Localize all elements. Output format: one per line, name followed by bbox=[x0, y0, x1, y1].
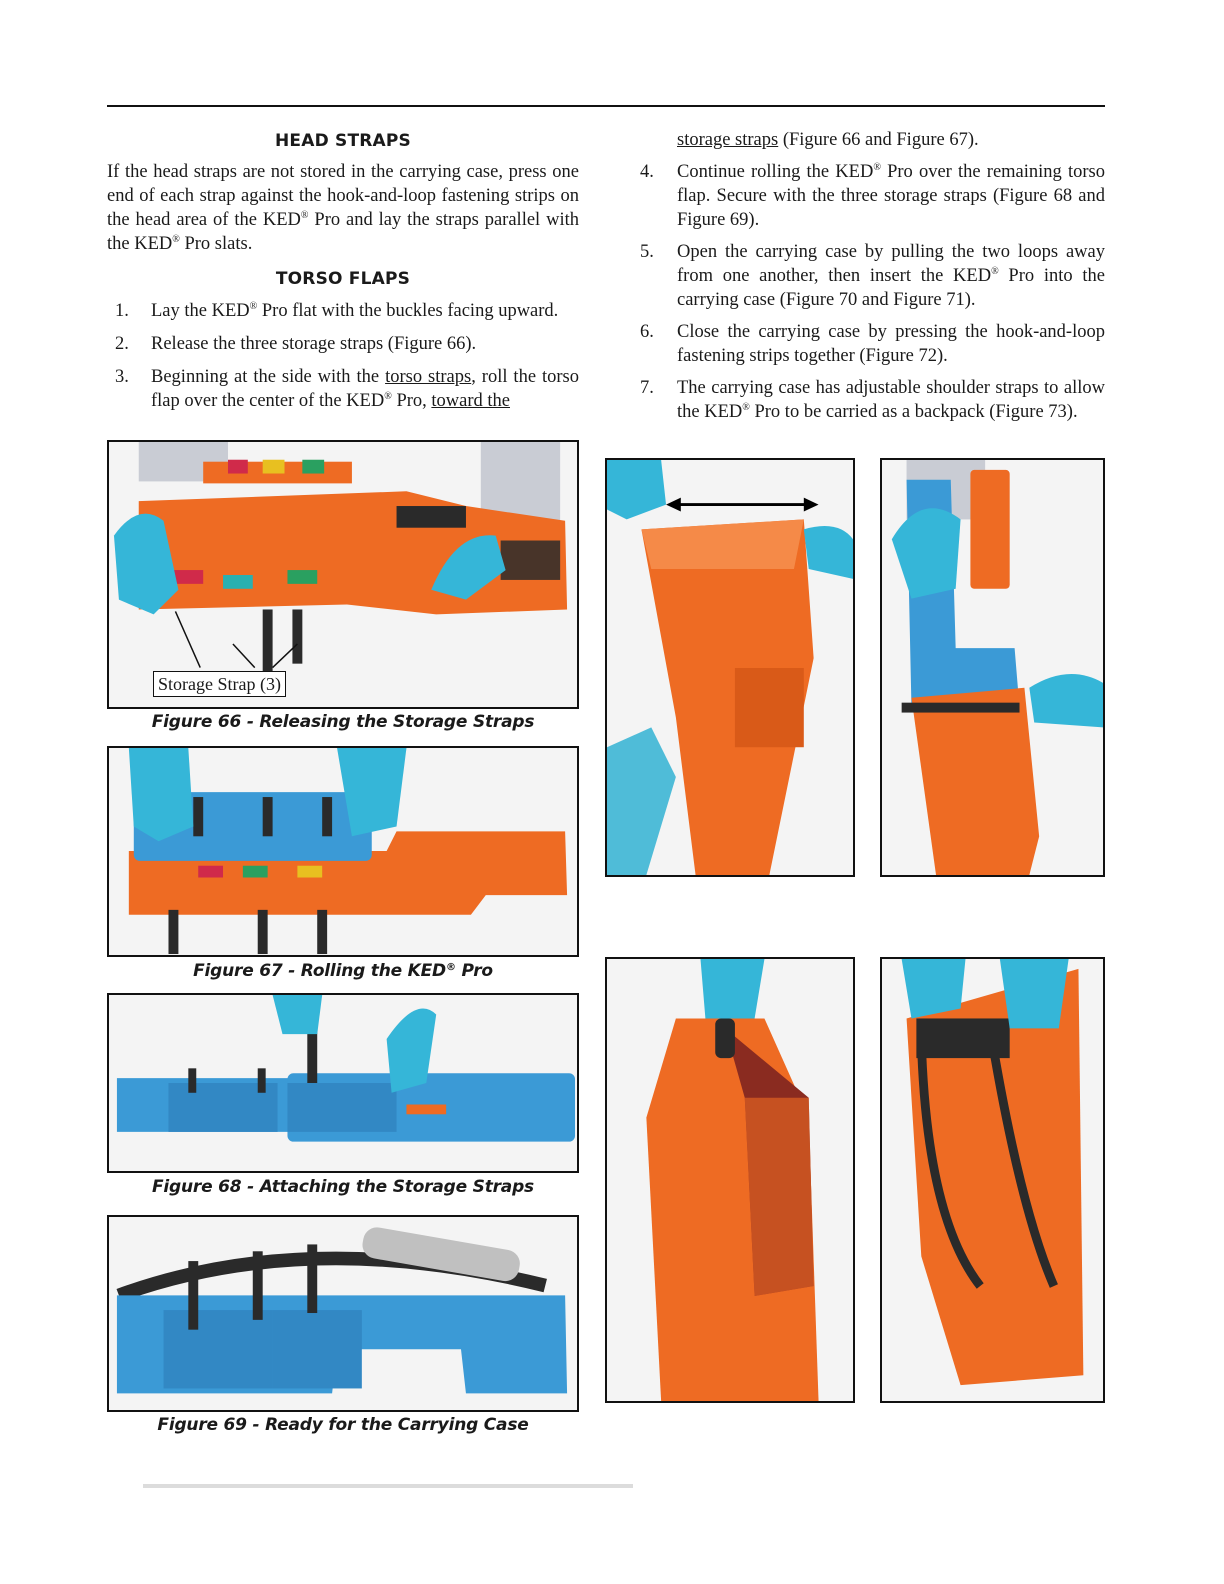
figure-69-photo bbox=[107, 1215, 579, 1412]
figure-68-photo bbox=[107, 993, 579, 1173]
figure-70-photo bbox=[605, 458, 855, 877]
step-2: 2. Release the three storage straps (Figure 66). bbox=[115, 334, 477, 354]
step-5: 5. Open the carrying case by pulling the two loops away from one another, then insert the KED® Pro into the carrying case (Figure 70 and Figure 71). bbox=[640, 242, 1105, 310]
figure-69-caption: Figure 69 - Ready for the Carrying Case bbox=[157, 1415, 529, 1435]
figure-66-caption: Figure 66 - Releasing the Storage Straps bbox=[151, 712, 535, 732]
step-6: 6. Close the carrying case by pressing the hook-and-loop fastening strips together (Figure 72). bbox=[640, 322, 1105, 366]
left-column bbox=[107, 128, 579, 422]
figure-68-caption: Figure 68 - Attaching the Storage Straps bbox=[152, 1177, 534, 1197]
step-3: 3. Beginning at the side with the torso straps, roll the torso flap over the center of the KED® Pro, toward the bbox=[115, 367, 579, 411]
figure-71-photo bbox=[880, 458, 1105, 877]
head-straps-paragraph: If the head straps are not stored in the carrying case, press one end of each strap against the hook-and-loop fastening strips on the head area of the KED® Pro and lay the straps parallel with the KED® Pro slats. bbox=[107, 162, 579, 254]
figure-73-photo bbox=[880, 957, 1105, 1403]
figure-67-caption: Figure 67 - Rolling the KED® Pro bbox=[193, 961, 493, 981]
step-1: 1. Lay the KED® Pro flat with the buckles facing upward. bbox=[115, 301, 559, 321]
storage-strap-callout: Storage Strap (3) bbox=[153, 671, 286, 697]
figure-67-photo bbox=[107, 746, 579, 957]
step-7: 7. The carrying case has adjustable shoulder straps to allow the KED® Pro to be carried as a backpack (Figure 73). bbox=[640, 378, 1105, 422]
carry-steps-list bbox=[640, 160, 1105, 424]
torso-flaps-heading: TORSO FLAPS bbox=[275, 269, 411, 289]
top-rule bbox=[107, 105, 1105, 107]
figure-66-photo bbox=[107, 440, 579, 709]
torso-steps-list bbox=[107, 299, 579, 413]
step-4: 4. Continue rolling the KED® Pro over the remaining torso flap. Secure with the three storage straps (Figure 68 and Figure 69). bbox=[640, 162, 1105, 230]
figure-72-photo bbox=[605, 957, 855, 1403]
right-column bbox=[640, 128, 1105, 432]
bottom-rule bbox=[143, 1484, 633, 1488]
head-straps-heading: HEAD STRAPS bbox=[274, 131, 412, 151]
step-3-continuation: storage straps (Figure 66 and Figure 67). bbox=[677, 130, 979, 150]
